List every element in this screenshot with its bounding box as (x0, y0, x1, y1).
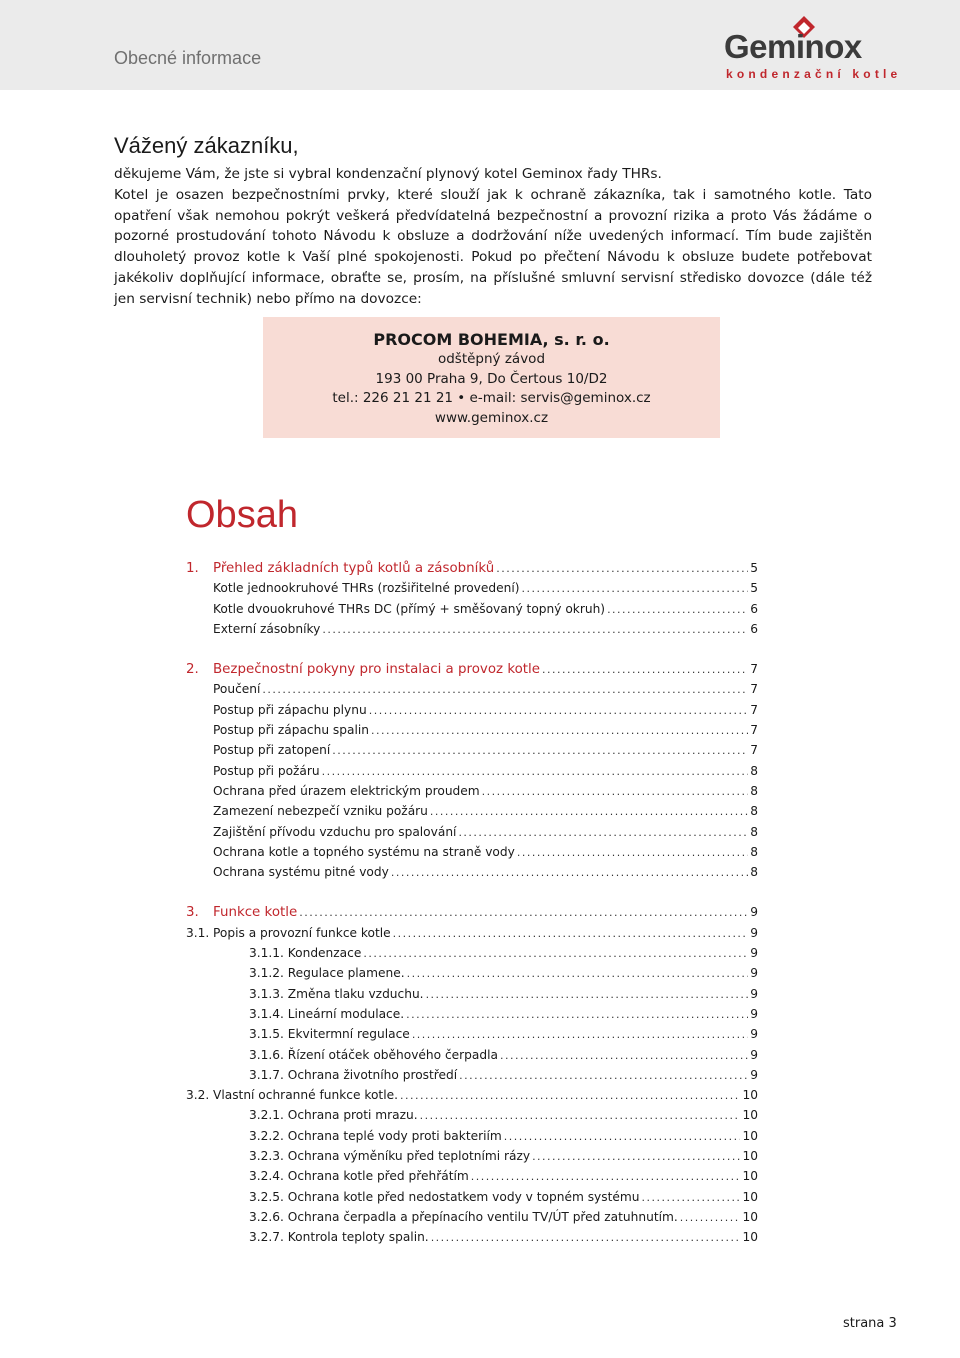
toc-entry-title: Zajištění přívodu vzduchu pro spalování (213, 824, 457, 839)
contact-address: 193 00 Praha 9, Do Čertous 10/D2 (375, 370, 608, 387)
table-of-contents (186, 558, 758, 1248)
toc-leader-dots (431, 1228, 741, 1247)
toc-entry-title: Funkce kotle (213, 905, 298, 921)
toc-entry[interactable] (186, 619, 758, 639)
toc-leader-dots (426, 985, 749, 1004)
toc-entry-title: 3.2.2. Ochrana teplé vody proti bakteriím (249, 1128, 502, 1143)
toc-entry[interactable] (186, 1126, 758, 1146)
toc-entry-page: 9 (750, 1047, 758, 1062)
contact-web: www.geminox.cz (434, 409, 549, 426)
toc-entry-title: 3.2.7. Kontrola teploty spalin. (249, 1230, 429, 1245)
toc-leader-dots (458, 823, 748, 842)
toc-entry-title: Externí zásobníky (213, 621, 321, 636)
toc-leader-dots (496, 559, 748, 578)
toc-entry-title: Přehled základních typů kotlů a zásobníků (213, 561, 495, 576)
toc-entry-title: 3.1.6. Řízení otáček oběhového čerpadla (249, 1047, 498, 1062)
toc-entry-page: 10 (742, 1149, 758, 1164)
toc-entry-title: 3.2.1. Ochrana proti mrazu. (249, 1108, 418, 1123)
toc-leader-dots (371, 721, 748, 740)
toc-entry-title: Kotle jednookruhové THRs (rozšiřitelné provedení) (213, 581, 520, 596)
toc-entry[interactable] (186, 700, 758, 720)
toc-entry[interactable] (186, 720, 758, 740)
toc-entry-title: Zamezení nebezpečí vzniku požáru (213, 804, 428, 819)
toc-entry-page: 9 (750, 1006, 758, 1021)
toc-entry-title: 3.1.5. Ekvitermní regulace (249, 1027, 410, 1042)
toc-leader-dots (430, 802, 748, 821)
toc-entry-title: 3.1.1. Kondenzace (249, 946, 362, 961)
toc-entry-title: 3.1.2. Regulace plamene. (249, 966, 405, 981)
toc-leader-dots (369, 701, 749, 720)
toc-leader-dots (521, 579, 748, 598)
toc-leader-dots (299, 903, 748, 922)
toc-entry-title: 3.1.4. Lineární modulace. (249, 1006, 405, 1021)
toc-entry[interactable] (186, 1166, 758, 1186)
toc-leader-dots (607, 600, 748, 619)
toc-entry[interactable] (186, 902, 758, 922)
toc-entry-number: 3.1. (186, 925, 210, 940)
intro-text (114, 164, 872, 310)
toc-entry-page: 9 (750, 1027, 758, 1042)
contact-phone-email: tel.: 226 21 21 21 • e-mail: servis@geminox.cz (332, 390, 651, 406)
greeting-heading: Vážený zákazníku, (114, 133, 299, 158)
toc-entry[interactable] (186, 659, 758, 679)
toc-entry-page: 10 (742, 1108, 758, 1123)
toc-leader-dots (471, 1167, 741, 1186)
toc-entry[interactable] (186, 984, 758, 1004)
toc-entry-title: Postup při zápachu spalin (213, 723, 369, 738)
toc-leader-dots (459, 1066, 748, 1085)
toc-entry-title: 3.2.4. Ochrana kotle před přehřátím (249, 1169, 469, 1184)
intro-line: děkujeme Vám, že jste si vybral kondenzační plynový kotel Geminox řady THRs. (114, 166, 662, 182)
toc-entry-page: 6 (750, 601, 758, 616)
toc-entry-title: Popis a provozní funkce kotle (213, 925, 391, 940)
toc-entry-number: 3.2. (186, 1088, 210, 1103)
toc-leader-dots (412, 1025, 748, 1044)
toc-leader-dots (504, 1127, 741, 1146)
toc-entry[interactable] (186, 1105, 758, 1125)
toc-entry[interactable] (186, 1207, 758, 1227)
toc-entry[interactable] (186, 1004, 758, 1024)
toc-entry-title: 3.2.5. Ochrana kotle před nedostatkem vody v topném systému (249, 1189, 640, 1204)
toc-entry-page: 9 (750, 946, 758, 961)
toc-entry-page: 7 (750, 743, 758, 758)
toc-entry-page: 6 (750, 621, 758, 636)
toc-entry[interactable] (186, 923, 758, 943)
toc-entry-title: Postup při požáru (213, 763, 320, 778)
toc-entry[interactable] (186, 1045, 758, 1065)
toc-leader-dots (532, 1147, 740, 1166)
toc-leader-dots (517, 843, 748, 862)
toc-leader-dots (642, 1188, 741, 1207)
toc-entry[interactable] (186, 781, 758, 801)
toc-heading: Obsah (186, 494, 298, 536)
toc-leader-dots (363, 944, 748, 963)
geminox-logo (724, 16, 902, 82)
toc-leader-dots (500, 1046, 748, 1065)
contact-branch: odštěpný závod (437, 351, 546, 367)
toc-entry[interactable] (186, 1065, 758, 1085)
contact-box (263, 317, 720, 438)
toc-entry-page: 10 (742, 1209, 758, 1224)
toc-entry-page: 10 (742, 1230, 758, 1245)
toc-leader-dots (542, 660, 748, 679)
toc-entry-title: Kotle dvouokruhové THRs DC (přímý + směšovaný topný okruh) (213, 601, 606, 616)
toc-leader-dots (680, 1208, 741, 1227)
toc-entry-page: 8 (750, 865, 758, 880)
toc-leader-dots (322, 762, 749, 781)
toc-entry-page: 10 (742, 1189, 758, 1204)
toc-entry-title: Ochrana kotle a topného systému na straně vody (213, 844, 515, 859)
toc-entry[interactable] (186, 862, 758, 882)
toc-entry-page: 10 (742, 1088, 758, 1103)
toc-entry-page: 7 (750, 723, 758, 738)
toc-leader-dots (332, 741, 748, 760)
toc-entry-page: 10 (742, 1169, 758, 1184)
toc-entry[interactable] (186, 822, 758, 842)
toc-entry-number: 1. (186, 561, 199, 576)
toc-entry[interactable] (186, 679, 758, 699)
toc-entry-page: 7 (750, 682, 758, 697)
logo-brand: Geminox (724, 28, 862, 65)
toc-entry[interactable] (186, 1227, 758, 1247)
toc-leader-dots (262, 680, 748, 699)
toc-entry-title: 3.1.3. Změna tlaku vzduchu. (249, 986, 424, 1001)
toc-entry-page: 9 (750, 905, 758, 920)
toc-leader-dots (400, 1086, 741, 1105)
toc-entry-title: Bezpečnostní pokyny pro instalaci a provoz kotle (213, 662, 540, 678)
page-header (0, 0, 960, 90)
toc-entry-page: 5 (750, 581, 758, 596)
toc-entry-number: 3. (186, 905, 199, 921)
toc-entry[interactable] (186, 761, 758, 781)
toc-leader-dots (391, 863, 748, 882)
toc-entry[interactable] (186, 740, 758, 760)
toc-entry[interactable] (186, 801, 758, 821)
toc-leader-dots (393, 924, 749, 943)
toc-entry-number: 2. (186, 662, 199, 678)
toc-entry-title: Postup při zatopení (213, 743, 331, 758)
toc-entry[interactable] (186, 1024, 758, 1044)
contact-company: PROCOM BOHEMIA, s. r. o. (373, 330, 610, 349)
toc-leader-dots (322, 620, 748, 639)
toc-entry[interactable] (186, 842, 758, 862)
toc-entry-title: 3.2.6. Ochrana čerpadla a přepínacího ventilu TV/ÚT před zatuhnutím. (249, 1209, 678, 1224)
toc-entry[interactable] (186, 963, 758, 983)
logo-tagline: kondenzační kotle (726, 67, 902, 81)
toc-entry-title: 3.2.3. Ochrana výměníku před teplotními rázy (249, 1149, 531, 1164)
page-number: strana 3 (843, 1316, 897, 1331)
header-title: Obecné informace (114, 48, 262, 68)
toc-entry[interactable] (186, 558, 758, 578)
toc-entry-page: 9 (750, 925, 758, 940)
toc-entry-title: Poučení (213, 682, 261, 697)
toc-entry-page: 7 (750, 702, 758, 717)
toc-entry-page: 10 (742, 1128, 758, 1143)
toc-entry[interactable] (186, 1146, 758, 1166)
toc-leader-dots (406, 1005, 748, 1024)
toc-entry[interactable] (186, 943, 758, 963)
toc-entry-page: 5 (750, 561, 758, 575)
toc-entry-page: 8 (750, 783, 758, 798)
toc-entry-page: 7 (750, 662, 758, 677)
toc-entry-page: 9 (750, 986, 758, 1001)
toc-leader-dots (407, 964, 749, 983)
toc-entry-title: Ochrana před úrazem elektrickým proudem (213, 783, 480, 798)
toc-entry-page: 8 (750, 824, 758, 839)
toc-entry[interactable] (186, 599, 758, 619)
toc-entry-title: Postup při zápachu plynu (213, 702, 367, 717)
toc-entry-page: 8 (750, 804, 758, 819)
toc-entry-page: 8 (750, 844, 758, 859)
toc-leader-dots (420, 1106, 741, 1125)
toc-entry-page: 8 (750, 763, 758, 778)
toc-entry[interactable] (186, 1187, 758, 1207)
toc-entry[interactable] (186, 578, 758, 598)
toc-entry-page: 9 (750, 1067, 758, 1082)
toc-entry[interactable] (186, 1085, 758, 1105)
intro-paragraph: Kotel je osazen bezpečnostními prvky, které slouží jak k ochraně zákazníka, tak i samotného kotle. Tato opatření však nemohou pokrýt veškerá předvídatelná bezpečnostní a provozní rizika a proto Vás žádáme o pozorné prostudování tohoto Návodu k obsluze a dodržování níže uvedených informací. Tím bude zajištěn dlouholetý provoz kotle k Vaší plné spokojenosti. Pokud po přečtení Návodu k obsluze budete potřebovat jakékoliv doplňující informace, obraťte se, prosím, na příslušné smluvní servisní středisko dovozce (dále též jen servisní technik) nebo přímo na dovozce: (114, 186, 872, 307)
toc-entry-title: 3.1.7. Ochrana životního prostředí (249, 1067, 458, 1082)
toc-entry-page: 9 (750, 966, 758, 981)
toc-entry-title: Vlastní ochranné funkce kotle. (213, 1088, 398, 1103)
toc-entry-title: Ochrana systému pitné vody (213, 865, 389, 880)
toc-leader-dots (482, 782, 749, 801)
